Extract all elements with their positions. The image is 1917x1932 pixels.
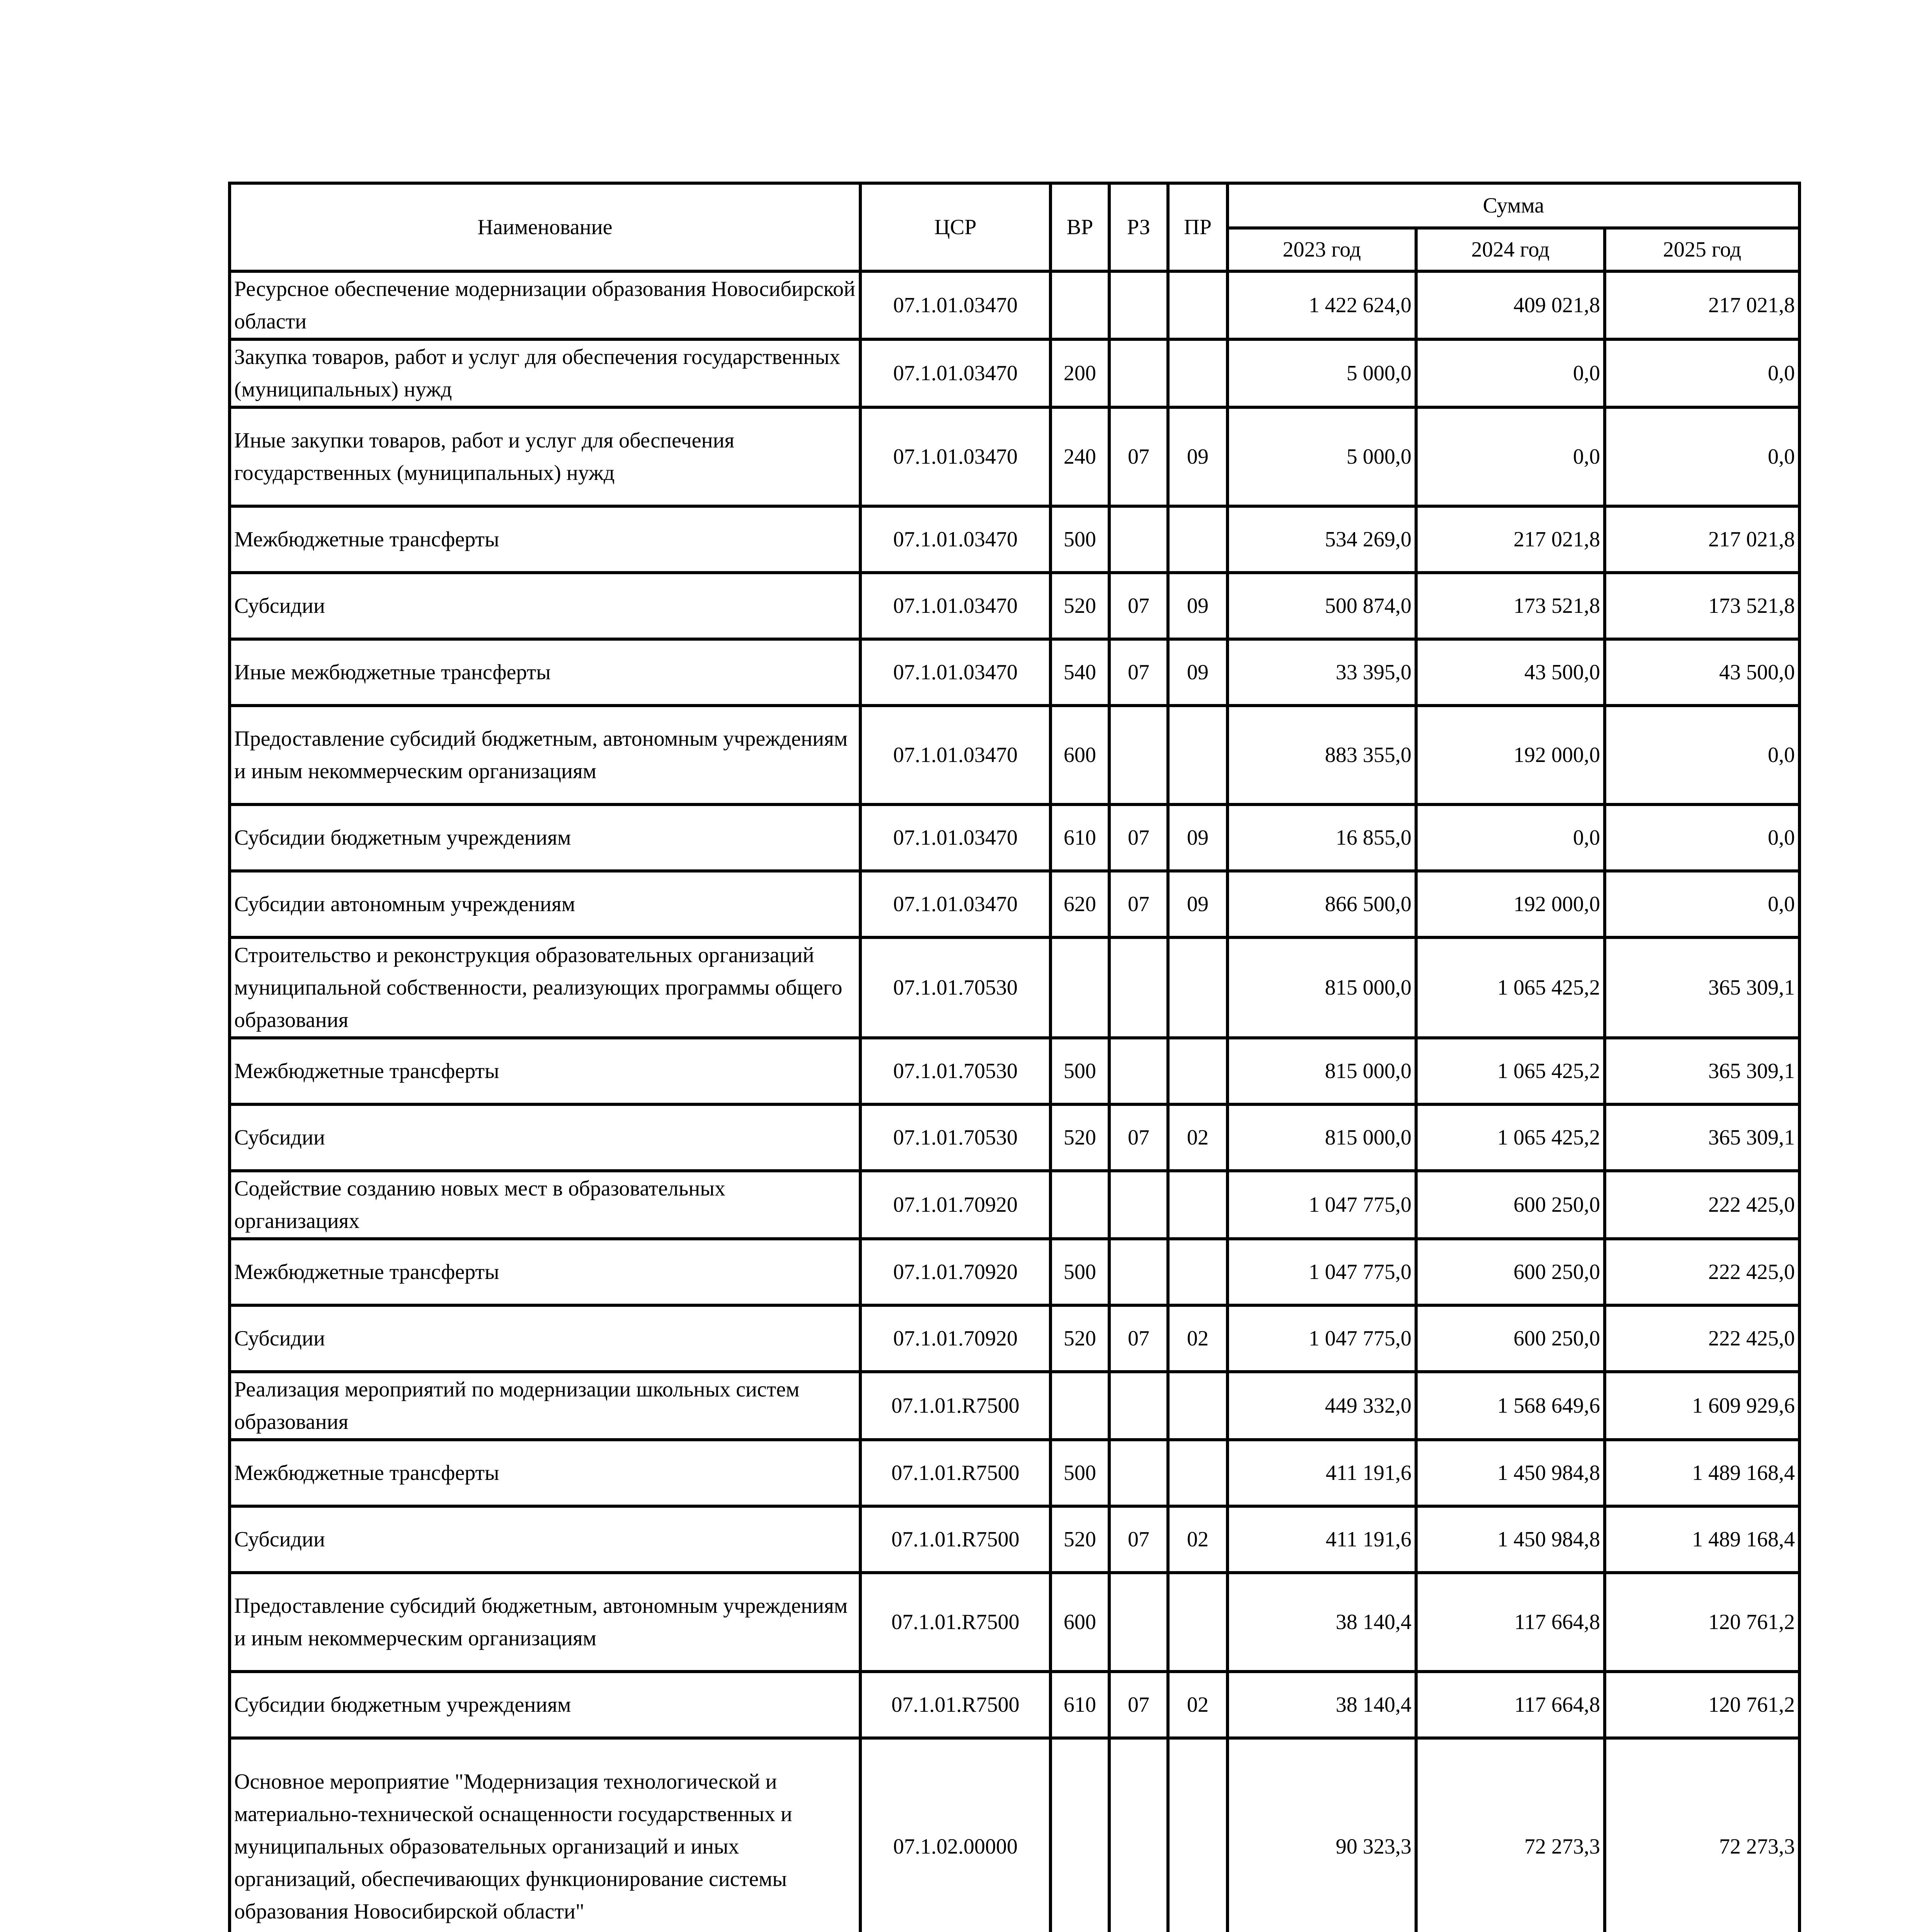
cell-name: Закупка товаров, работ и услуг для обеспечения государственных (муниципальных) нужд [230, 339, 860, 407]
cell-name: Межбюджетные трансферты [230, 1239, 860, 1305]
cell-rz: 07 [1109, 1506, 1168, 1573]
cell-pr [1168, 706, 1227, 804]
table-row [230, 407, 1800, 506]
cell-vr: 500 [1050, 1239, 1109, 1305]
cell-csr: 07.1.01.03470 [860, 339, 1050, 407]
cell-sum-2025: 222 425,0 [1605, 1305, 1800, 1372]
cell-csr: 07.1.01.70920 [860, 1239, 1050, 1305]
cell-csr: 07.1.02.00000 [860, 1738, 1050, 1932]
cell-csr: 07.1.01.70530 [860, 937, 1050, 1038]
cell-rz [1109, 1738, 1168, 1932]
cell-sum-2024: 600 250,0 [1416, 1239, 1605, 1305]
cell-name: Предоставление субсидий бюджетным, автономным учреждениям и иным некоммерческим организациям [230, 706, 860, 804]
cell-vr: 200 [1050, 339, 1109, 407]
cell-sum-2025: 217 021,8 [1605, 271, 1800, 339]
cell-sum-2023: 815 000,0 [1227, 1038, 1416, 1104]
cell-sum-2024: 1 065 425,2 [1416, 1038, 1605, 1104]
cell-vr: 520 [1050, 1104, 1109, 1171]
cell-sum-2024: 217 021,8 [1416, 506, 1605, 573]
table-row [230, 804, 1800, 871]
cell-sum-2024: 72 273,3 [1416, 1738, 1605, 1932]
cell-csr: 07.1.01.03470 [860, 271, 1050, 339]
cell-vr [1050, 1372, 1109, 1440]
cell-name: Субсидии [230, 1506, 860, 1573]
cell-sum-2023: 38 140,4 [1227, 1573, 1416, 1672]
cell-pr: 02 [1168, 1305, 1227, 1372]
cell-sum-2023: 1 047 775,0 [1227, 1171, 1416, 1239]
cell-name: Реализация мероприятий по модернизации школьных систем образования [230, 1372, 860, 1440]
header-year-2023: 2023 год [1227, 228, 1416, 271]
table-row [230, 1372, 1800, 1440]
header-year-2025: 2025 год [1605, 228, 1800, 271]
cell-rz [1109, 706, 1168, 804]
cell-sum-2025: 0,0 [1605, 871, 1800, 937]
cell-sum-2024: 1 065 425,2 [1416, 937, 1605, 1038]
cell-pr [1168, 339, 1227, 407]
cell-sum-2023: 33 395,0 [1227, 639, 1416, 706]
cell-pr [1168, 1038, 1227, 1104]
table-row [230, 1171, 1800, 1239]
table-row [230, 1738, 1800, 1932]
cell-vr: 520 [1050, 1305, 1109, 1372]
cell-name: Межбюджетные трансферты [230, 1440, 860, 1506]
cell-sum-2023: 815 000,0 [1227, 937, 1416, 1038]
cell-pr [1168, 1738, 1227, 1932]
cell-name: Строительство и реконструкция образовательных организаций муниципальной собственности, реализующих программы общего образования [230, 937, 860, 1038]
cell-sum-2024: 0,0 [1416, 804, 1605, 871]
cell-sum-2025: 43 500,0 [1605, 639, 1800, 706]
cell-rz: 07 [1109, 1104, 1168, 1171]
cell-csr: 07.1.01.R7500 [860, 1672, 1050, 1738]
cell-sum-2025: 0,0 [1605, 804, 1800, 871]
cell-sum-2023: 883 355,0 [1227, 706, 1416, 804]
cell-pr: 09 [1168, 804, 1227, 871]
cell-name: Предоставление субсидий бюджетным, автономным учреждениям и иным некоммерческим организациям [230, 1573, 860, 1672]
cell-rz [1109, 1372, 1168, 1440]
cell-vr: 520 [1050, 1506, 1109, 1573]
table-row [230, 1104, 1800, 1171]
cell-rz: 07 [1109, 1305, 1168, 1372]
cell-rz: 07 [1109, 1672, 1168, 1738]
cell-sum-2023: 411 191,6 [1227, 1440, 1416, 1506]
cell-vr: 600 [1050, 1573, 1109, 1672]
cell-csr: 07.1.01.70920 [860, 1305, 1050, 1372]
cell-pr: 09 [1168, 573, 1227, 639]
cell-name: Субсидии [230, 1305, 860, 1372]
table-row [230, 1038, 1800, 1104]
cell-pr [1168, 937, 1227, 1038]
table-header [230, 183, 1800, 271]
cell-sum-2024: 600 250,0 [1416, 1171, 1605, 1239]
cell-sum-2023: 866 500,0 [1227, 871, 1416, 937]
cell-rz [1109, 271, 1168, 339]
cell-vr: 600 [1050, 706, 1109, 804]
cell-sum-2024: 192 000,0 [1416, 871, 1605, 937]
cell-rz: 07 [1109, 407, 1168, 506]
cell-sum-2024: 1 450 984,8 [1416, 1506, 1605, 1573]
table-row [230, 573, 1800, 639]
table-row [230, 639, 1800, 706]
budget-table [228, 182, 1801, 1932]
cell-sum-2025: 0,0 [1605, 339, 1800, 407]
cell-sum-2024: 1 065 425,2 [1416, 1104, 1605, 1171]
cell-sum-2025: 365 309,1 [1605, 937, 1800, 1038]
cell-rz [1109, 1038, 1168, 1104]
cell-pr: 02 [1168, 1506, 1227, 1573]
cell-vr: 610 [1050, 804, 1109, 871]
cell-vr [1050, 937, 1109, 1038]
table-row [230, 1239, 1800, 1305]
cell-csr: 07.1.01.03470 [860, 573, 1050, 639]
cell-sum-2025: 222 425,0 [1605, 1239, 1800, 1305]
cell-name: Субсидии [230, 1104, 860, 1171]
table-row [230, 706, 1800, 804]
cell-sum-2024: 0,0 [1416, 407, 1605, 506]
header-rz: РЗ [1109, 183, 1168, 271]
cell-name: Межбюджетные трансферты [230, 1038, 860, 1104]
cell-vr: 610 [1050, 1672, 1109, 1738]
cell-sum-2023: 815 000,0 [1227, 1104, 1416, 1171]
cell-name: Содействие созданию новых мест в образовательных организациях [230, 1171, 860, 1239]
cell-rz [1109, 937, 1168, 1038]
cell-sum-2025: 365 309,1 [1605, 1104, 1800, 1171]
cell-sum-2024: 192 000,0 [1416, 706, 1605, 804]
cell-sum-2023: 1 422 624,0 [1227, 271, 1416, 339]
cell-csr: 07.1.01.03470 [860, 804, 1050, 871]
cell-name: Субсидии бюджетным учреждениям [230, 1672, 860, 1738]
cell-sum-2023: 500 874,0 [1227, 573, 1416, 639]
cell-csr: 07.1.01.03470 [860, 871, 1050, 937]
cell-rz [1109, 1440, 1168, 1506]
cell-sum-2025: 173 521,8 [1605, 573, 1800, 639]
cell-name: Субсидии [230, 573, 860, 639]
cell-rz [1109, 506, 1168, 573]
cell-pr [1168, 1440, 1227, 1506]
cell-csr: 07.1.01.R7500 [860, 1372, 1050, 1440]
cell-pr [1168, 1573, 1227, 1672]
table-row [230, 1672, 1800, 1738]
table-body [230, 271, 1800, 1932]
cell-sum-2023: 411 191,6 [1227, 1506, 1416, 1573]
cell-rz [1109, 1171, 1168, 1239]
cell-csr: 07.1.01.03470 [860, 506, 1050, 573]
table-row [230, 1440, 1800, 1506]
cell-sum-2023: 1 047 775,0 [1227, 1239, 1416, 1305]
header-pr: ПР [1168, 183, 1227, 271]
cell-pr [1168, 1171, 1227, 1239]
table-row [230, 506, 1800, 573]
cell-rz [1109, 339, 1168, 407]
header-csr: ЦСР [860, 183, 1050, 271]
cell-sum-2024: 0,0 [1416, 339, 1605, 407]
cell-pr [1168, 271, 1227, 339]
table-row [230, 1305, 1800, 1372]
cell-rz: 07 [1109, 871, 1168, 937]
cell-sum-2024: 1 568 649,6 [1416, 1372, 1605, 1440]
cell-vr: 620 [1050, 871, 1109, 937]
cell-csr: 07.1.01.70920 [860, 1171, 1050, 1239]
cell-sum-2023: 534 269,0 [1227, 506, 1416, 573]
cell-csr: 07.1.01.R7500 [860, 1573, 1050, 1672]
cell-pr [1168, 1372, 1227, 1440]
cell-sum-2025: 120 761,2 [1605, 1573, 1800, 1672]
cell-sum-2024: 117 664,8 [1416, 1672, 1605, 1738]
cell-sum-2023: 5 000,0 [1227, 407, 1416, 506]
table-row [230, 271, 1800, 339]
cell-vr [1050, 271, 1109, 339]
header-vr: ВР [1050, 183, 1109, 271]
cell-sum-2025: 120 761,2 [1605, 1672, 1800, 1738]
cell-sum-2025: 1 489 168,4 [1605, 1506, 1800, 1573]
header-name: Наименование [230, 183, 860, 271]
cell-csr: 07.1.01.70530 [860, 1038, 1050, 1104]
cell-sum-2025: 222 425,0 [1605, 1171, 1800, 1239]
cell-sum-2024: 600 250,0 [1416, 1305, 1605, 1372]
cell-sum-2023: 449 332,0 [1227, 1372, 1416, 1440]
table-row [230, 871, 1800, 937]
cell-csr: 07.1.01.R7500 [860, 1506, 1050, 1573]
cell-name: Межбюджетные трансферты [230, 506, 860, 573]
cell-sum-2024: 43 500,0 [1416, 639, 1605, 706]
table-row [230, 339, 1800, 407]
cell-sum-2023: 5 000,0 [1227, 339, 1416, 407]
cell-name: Ресурсное обеспечение модернизации образования Новосибирской области [230, 271, 860, 339]
cell-sum-2024: 1 450 984,8 [1416, 1440, 1605, 1506]
cell-pr: 09 [1168, 871, 1227, 937]
cell-pr: 02 [1168, 1104, 1227, 1171]
cell-sum-2024: 409 021,8 [1416, 271, 1605, 339]
cell-pr: 09 [1168, 407, 1227, 506]
cell-vr [1050, 1738, 1109, 1932]
cell-rz [1109, 1573, 1168, 1672]
cell-vr: 520 [1050, 573, 1109, 639]
header-year-2024: 2024 год [1416, 228, 1605, 271]
cell-vr: 540 [1050, 639, 1109, 706]
cell-rz: 07 [1109, 639, 1168, 706]
cell-sum-2023: 38 140,4 [1227, 1672, 1416, 1738]
cell-vr: 500 [1050, 1038, 1109, 1104]
cell-csr: 07.1.01.03470 [860, 639, 1050, 706]
cell-sum-2023: 90 323,3 [1227, 1738, 1416, 1932]
cell-rz: 07 [1109, 573, 1168, 639]
cell-name: Иные закупки товаров, работ и услуг для обеспечения государственных (муниципальных) нужд [230, 407, 860, 506]
table-row [230, 1506, 1800, 1573]
cell-name: Основное мероприятие "Модернизация технологической и материально-технической оснащенности государственных и муниципальных образовательных организаций и иных организаций, обеспечивающих функционирование системы образования Новосибирской области" [230, 1738, 860, 1932]
cell-sum-2025: 0,0 [1605, 407, 1800, 506]
cell-sum-2023: 16 855,0 [1227, 804, 1416, 871]
cell-rz [1109, 1239, 1168, 1305]
cell-rz: 07 [1109, 804, 1168, 871]
cell-pr [1168, 1239, 1227, 1305]
cell-csr: 07.1.01.03470 [860, 706, 1050, 804]
cell-sum-2025: 1 489 168,4 [1605, 1440, 1800, 1506]
cell-vr: 500 [1050, 1440, 1109, 1506]
cell-pr: 09 [1168, 639, 1227, 706]
table-row [230, 937, 1800, 1038]
cell-name: Субсидии автономным учреждениям [230, 871, 860, 937]
cell-sum-2025: 72 273,3 [1605, 1738, 1800, 1932]
cell-vr [1050, 1171, 1109, 1239]
cell-sum-2025: 217 021,8 [1605, 506, 1800, 573]
cell-csr: 07.1.01.03470 [860, 407, 1050, 506]
cell-sum-2024: 173 521,8 [1416, 573, 1605, 639]
table-row [230, 1573, 1800, 1672]
cell-sum-2025: 365 309,1 [1605, 1038, 1800, 1104]
cell-csr: 07.1.01.70530 [860, 1104, 1050, 1171]
cell-name: Иные межбюджетные трансферты [230, 639, 860, 706]
cell-sum-2023: 1 047 775,0 [1227, 1305, 1416, 1372]
cell-csr: 07.1.01.R7500 [860, 1440, 1050, 1506]
header-sum: Сумма [1227, 183, 1800, 228]
cell-sum-2024: 117 664,8 [1416, 1573, 1605, 1672]
cell-name: Субсидии бюджетным учреждениям [230, 804, 860, 871]
cell-vr: 500 [1050, 506, 1109, 573]
cell-pr [1168, 506, 1227, 573]
cell-sum-2025: 1 609 929,6 [1605, 1372, 1800, 1440]
cell-sum-2025: 0,0 [1605, 706, 1800, 804]
cell-vr: 240 [1050, 407, 1109, 506]
cell-pr: 02 [1168, 1672, 1227, 1738]
